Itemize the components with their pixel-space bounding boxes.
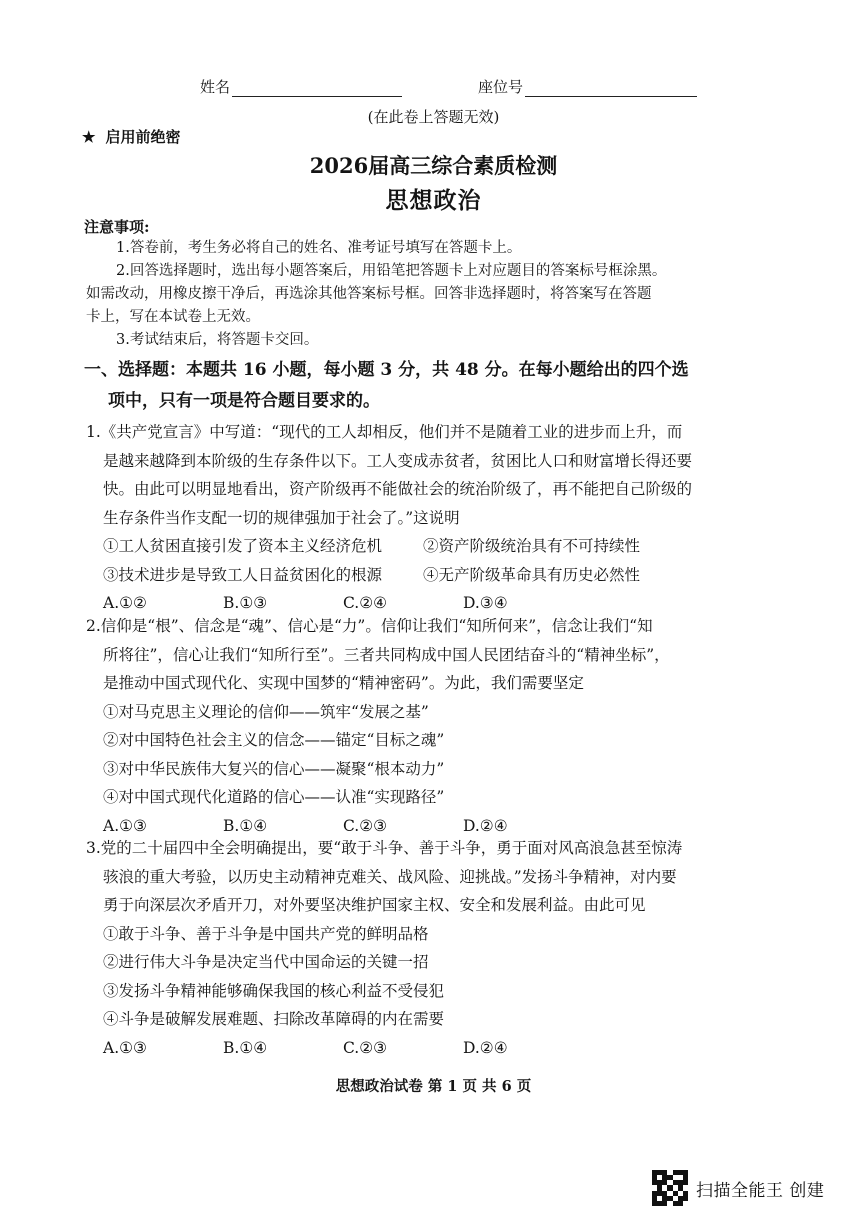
choice-d: D.②④ [463,1038,508,1057]
question-stem-line: 2.信仰是“根”、信念是“魂”、信心是“力”。信仰让我们“知所何来”，信念让我们“知 [86,617,653,635]
choice-d: D.③④ [463,594,508,612]
choice-b: B.①④ [223,816,268,835]
scanner-watermark-text: 扫描全能王 创建 [696,1180,825,1201]
name-underline [232,80,402,97]
choice-a: A.①③ [103,816,147,835]
choice-b: B.①④ [223,1038,268,1057]
notice-item: 3.考试结束后，将答题卡交回。 [116,332,319,348]
notice-list [86,237,736,352]
seat-label: 座位号 [478,78,524,96]
option-item: ②进行伟大斗争是决定当代中国命运的关键一招 [103,953,429,971]
option-row [86,561,734,590]
secret-text: 启用前绝密 [105,128,181,146]
question-stem-line: 所将往”，信心让我们“知所行至”。三者共同构成中国人民团结奋斗的“精神坐标”， [103,645,670,664]
star-icon: ★ [82,128,96,146]
name-field [200,76,402,97]
choice-c: C.②③ [343,1038,388,1057]
question-stem-line: 是越来越降到本阶级的生存条件以下。工人变成赤贫者，贫困比人口和财富增长得还要 [103,451,693,470]
question-stem-line: 1.《共产党宣言》中写道：“现代的工人却相反，他们并不是随着工业的进步而上升，而 [86,423,683,441]
option-item: ③发扬斗争精神能够确保我国的核心利益不受侵犯 [103,981,445,1000]
scanner-watermark [652,1170,824,1206]
page-footer: 思想政治试卷 第 1 页 共 6 页 [335,1078,532,1095]
section-line: 一、选择题：本题共 16 小题，每小题 3 分，共 48 分。在每小题给出的四个选 [84,360,689,380]
question-stem-line: 骇浪的重大考验，以历史主动精神克难关、战风险、迎挑战。”发扬斗争精神，对内要 [103,867,677,886]
question-stem-line: 3.党的二十届四中全会明确提出，要“敢于斗争、善于斗争，勇于面对风高浪急甚至惊涛 [86,839,683,857]
option-item: ①敢于斗争、善于斗争是中国共产党的鲜明品格 [103,924,429,943]
section-heading [84,355,734,417]
exam-title: 2026届高三综合素质检测 [309,153,558,178]
question-stem-line: 生存条件当作支配一切的规律强加于社会了。”这说明 [103,508,460,527]
option-item: ③技术进步是导致工人日益贫困化的根源 [103,565,383,584]
question-2 [86,612,734,840]
question-stem-line: 是推动中国式现代化、实现中国梦的“精神密码”。为此，我们需要坚定 [103,674,584,692]
qr-code-icon [652,1170,688,1206]
option-item: ①对马克思主义理论的信仰——筑牢“发展之基” [103,702,429,721]
option-item: ①工人贫困直接引发了资本主义经济危机 [103,537,383,555]
option-item: ②对中国特色社会主义的信念——锚定“目标之魂” [103,731,445,749]
option-item: ②资产阶级统治具有不可持续性 [423,537,641,555]
name-label: 姓名 [200,78,231,96]
question-stem-line: 快。由此可以明显地看出，资产阶级再不能做社会的统治阶级了，再不能把自己阶级的 [103,480,693,498]
notice-item: 2.回答选择题时，选出每小题答案后，用铅笔把答题卡上对应题目的答案标号框涂黑。 [116,263,667,279]
choice-d: D.②④ [463,816,508,835]
choice-b: B.①③ [223,594,268,612]
question-3 [86,834,734,1062]
option-row [86,532,734,561]
notice-item: 1.答卷前，考生务必将自己的姓名、准考证号填写在答题卡上。 [116,240,522,256]
seat-underline [525,80,697,97]
seat-field [478,76,697,97]
choice-a: A.①③ [103,1038,147,1057]
choice-row [86,1034,734,1063]
notice-item: 卡上，写在本试卷上无效。 [86,309,260,325]
invalid-note: (在此卷上答题无效) [367,108,500,126]
choice-c: C.②④ [343,594,388,612]
notice-heading: 注意事项: [84,218,150,236]
option-item: ④斗争是破解发展难题、扫除改革障碍的内在需要 [103,1010,445,1028]
secret-label [82,126,180,147]
subject-title: 思想政治 [385,187,482,214]
choice-a: A.①② [103,594,147,612]
option-item: ④无产阶级革命具有历史必然性 [423,565,641,584]
section-line: 项中，只有一项是符合题目要求的。 [108,391,380,411]
choice-c: C.②③ [343,816,388,835]
option-item: ③对中华民族伟大复兴的信心——凝聚“根本动力” [103,759,445,778]
option-item: ④对中国式现代化道路的信心——认准“实现路径” [103,788,445,806]
question-stem-line: 勇于向深层次矛盾开刀，对外要坚决维护国家主权、安全和发展利益。由此可见 [103,896,646,914]
question-1 [86,418,734,618]
notice-item: 如需改动，用橡皮擦干净后，再选涂其他答案标号框。回答非选择题时，将答案写在答题 [86,286,652,302]
